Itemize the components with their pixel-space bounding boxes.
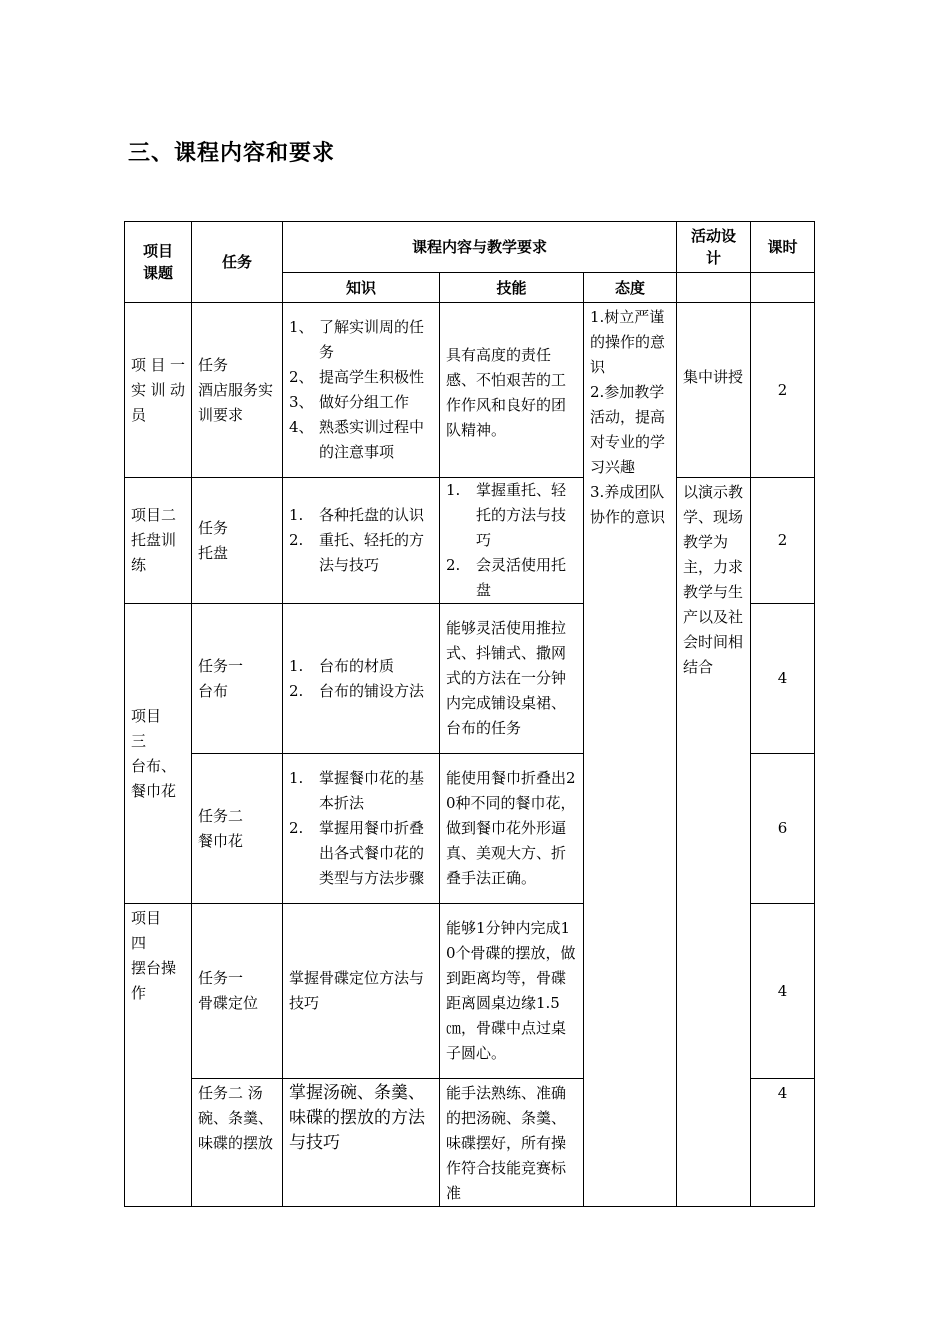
list-item: 4、 熟悉实训过程中的注意事项 (289, 418, 425, 461)
knowledge-cell: 掌握骨碟定位方法与技巧 (283, 904, 440, 1079)
list-item: 1、 了解实训周的任务 (289, 318, 425, 361)
header-skill: 技能 (440, 273, 584, 303)
header-project: 项目 课题 (125, 222, 192, 303)
section-title: 三、课程内容和要求 (128, 141, 336, 166)
knowledge-cell (283, 303, 440, 478)
task-cell: 任务 托盘 (192, 478, 283, 604)
list-item: 2. 台布的铺设方法 (289, 681, 425, 700)
activity-cell-2: 以演示教学、现场教学为主，力求教学与生产以及社会时间相结合 (677, 478, 751, 1207)
header-activity-empty (677, 273, 751, 303)
list-item: 1. 各种托盘的认识 (289, 506, 425, 524)
attitude-cell: 1.树立严谨的操作的意识 2.参加教学活动，提高对专业的学习兴趣 3.养成团队协作的意识 (584, 303, 677, 1207)
hours-cell: 4 (751, 604, 815, 754)
knowledge-cell: 掌握汤碗、条羹、味碟的摆放的方法与技巧 (283, 1079, 440, 1207)
task-cell: 任务 酒店服务实训要求 (192, 303, 283, 478)
list-item: 2. 会灵活使用托盘 (446, 556, 567, 599)
header-hours-empty (751, 273, 815, 303)
hours-cell: 6 (751, 754, 815, 904)
header-activity: 活动设 计 (677, 222, 751, 273)
task-cell: 任务一 骨碟定位 (192, 904, 283, 1079)
project-cell: 项目 四 摆台操作 (125, 904, 192, 1207)
skill-cell: 具有高度的责任感、不怕艰苦的工作作风和良好的团队精神。 (440, 303, 584, 478)
skill-cell: 能使用餐巾折叠出20种不同的餐巾花，做到餐巾花外形逼真、美观大方、折叠手法正确。 (440, 754, 584, 904)
list-item: 3、 做好分组工作 (289, 393, 410, 411)
project-cell: 项目 三 台布、餐巾花 (125, 604, 192, 904)
knowledge-cell (283, 754, 440, 904)
list-item: 1. 掌握餐巾花的基本折法 (289, 769, 425, 812)
course-content-table (124, 221, 815, 1207)
activity-cell-1: 集中讲授 (677, 303, 751, 478)
list-item: 1. 掌握重托、轻托的方法与技巧 (446, 481, 567, 549)
task-cell: 任务二 餐巾花 (192, 754, 283, 904)
list-item: 2、 提高学生积极性 (289, 368, 425, 386)
hours-cell: 2 (751, 303, 815, 478)
project-cell: 项目一实训动员 (125, 303, 192, 478)
header-hours: 课时 (751, 222, 815, 273)
knowledge-cell (283, 604, 440, 754)
task-cell: 任务一 台布 (192, 604, 283, 754)
knowledge-cell (283, 478, 440, 604)
project-cell: 项目二托盘训练 (125, 478, 192, 604)
header-knowledge: 知识 (283, 273, 440, 303)
skill-cell: 能够灵活使用推拉式、抖铺式、撒网式的方法在一分钟内完成铺设桌裙、台布的任务 (440, 604, 584, 754)
header-task: 任务 (192, 222, 283, 303)
skill-cell: 能手法熟练、准确的把汤碗、条羹、味碟摆好，所有操作符合技能竞赛标准 (440, 1079, 584, 1207)
header-content: 课程内容与教学要求 (283, 222, 677, 273)
task-cell: 任务二 汤碗、条羹、味碟的摆放 (192, 1079, 283, 1207)
hours-cell: 4 (751, 1079, 815, 1207)
list-item: 1. 台布的材质 (289, 656, 395, 675)
skill-cell (440, 478, 584, 604)
hours-cell: 2 (751, 478, 815, 604)
list-item: 2. 重托、轻托的方法与技巧 (289, 531, 425, 574)
hours-cell: 4 (751, 904, 815, 1079)
list-item: 2. 掌握用餐巾折叠出各式餐巾花的类型与方法步骤 (289, 819, 425, 887)
header-attitude: 态度 (584, 273, 677, 303)
skill-cell: 能够1分钟内完成10个骨碟的摆放，做到距离均等，骨碟距离圆桌边缘1.5㎝，骨碟中点过桌子圆心。 (440, 904, 584, 1079)
